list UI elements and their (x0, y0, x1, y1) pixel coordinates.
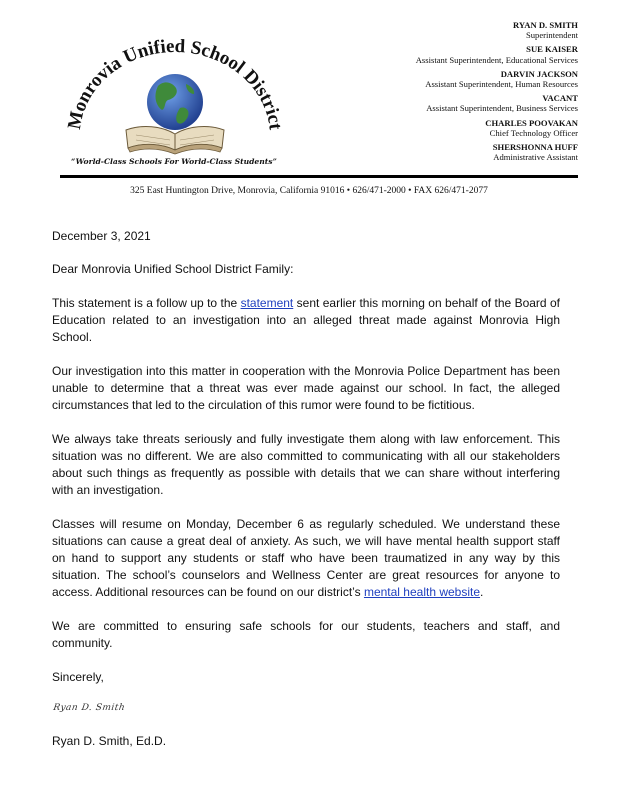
staff-name: RYAN D. SMITH (512, 20, 578, 30)
district-address: 325 East Huntington Drive, Monrovia, California 91016 • 626/471-2000 • FAX 626/471-2077 (130, 186, 488, 196)
letter-body (52, 228, 560, 750)
staff-name: VACANT (542, 93, 578, 104)
paragraph-investigation: Our investigation into this matter in cooperation with the Monrovia Police Department has been unable to determine that a threat was ever made against our school. In fact, the alleged circumstances that led to the circulation of this rumor were found to be fictitious. (52, 364, 560, 412)
staff-entry (358, 69, 578, 89)
paragraph-text: This statement is a follow up to the (52, 296, 241, 310)
staff-title: Assistant Superintendent, Business Services (426, 103, 578, 114)
statement-link[interactable]: statement (240, 296, 294, 310)
paragraph-classes-resume (52, 516, 560, 601)
staff-title: Chief Technology Officer (489, 127, 578, 138)
open-book-icon (126, 127, 224, 154)
letter-greeting: Dear Monrovia Unified School District Family: (52, 262, 294, 276)
staff-title: Administrative Assistant (493, 152, 578, 163)
header-divider (60, 175, 578, 178)
staff-entry (358, 93, 578, 113)
letter-date: December 3, 2021 (52, 229, 151, 243)
paragraph-text: Classes will resume on Monday, December 6 as regularly scheduled. We understand these situations can cause a great deal of anxiety. As such, we will have mental health support staff on hand to support any students or staff who have been traumatized in any way by this situation. The school’s counselors and Wellness Center are great resources for anyone to access. Additional resources can be found on our district’s (52, 517, 560, 599)
staff-directory (358, 20, 578, 166)
logo-tagline: “World-Class Schools For World-Class Students” (71, 157, 277, 166)
letter-closing: Sincerely, (52, 670, 104, 684)
paragraph-text: sent earlier this morning on behalf of the Board of Education related to an investigation into an alleged threat made against Monrovia High School. (52, 296, 561, 344)
letterhead (0, 0, 618, 196)
signer-name: Ryan D. Smith, Ed.D. (52, 734, 167, 748)
staff-entry (358, 118, 578, 138)
mental-health-website-link[interactable]: mental health website (363, 585, 481, 599)
paragraph-safe-schools: We are committed to ensuring safe schools for our students, teachers and staff, and community. (52, 619, 560, 650)
globe-icon (147, 74, 203, 130)
staff-name: SUE KAISER (526, 44, 578, 55)
staff-title: Superintendent (525, 30, 578, 41)
staff-title: Assistant Superintendent, Human Resources (425, 79, 578, 90)
staff-entry (358, 44, 578, 64)
paragraph-commitment: We always take threats seriously and fully investigate them along with law enforcement. This situation was no different. We are also committed to communicating with all our stakeholders about such things as frequently as possible with details that we can share without interfering with an investigation. (52, 432, 560, 497)
logo-arc-text: Monrovia Unified School District (64, 36, 286, 132)
paragraph-followup (52, 295, 560, 346)
staff-entry (358, 20, 578, 40)
staff-name: SHERSHONNA HUFF (492, 142, 578, 153)
staff-name: DARVIN JACKSON (500, 68, 578, 79)
staff-title: Assistant Superintendent, Educational Services (415, 54, 578, 65)
paragraph-text: . (480, 585, 484, 599)
district-logo (58, 36, 290, 170)
handwritten-signature: Ryan D. Smith (52, 703, 126, 713)
staff-name: CHARLES POOVAKAN (485, 117, 578, 128)
staff-entry (358, 142, 578, 162)
